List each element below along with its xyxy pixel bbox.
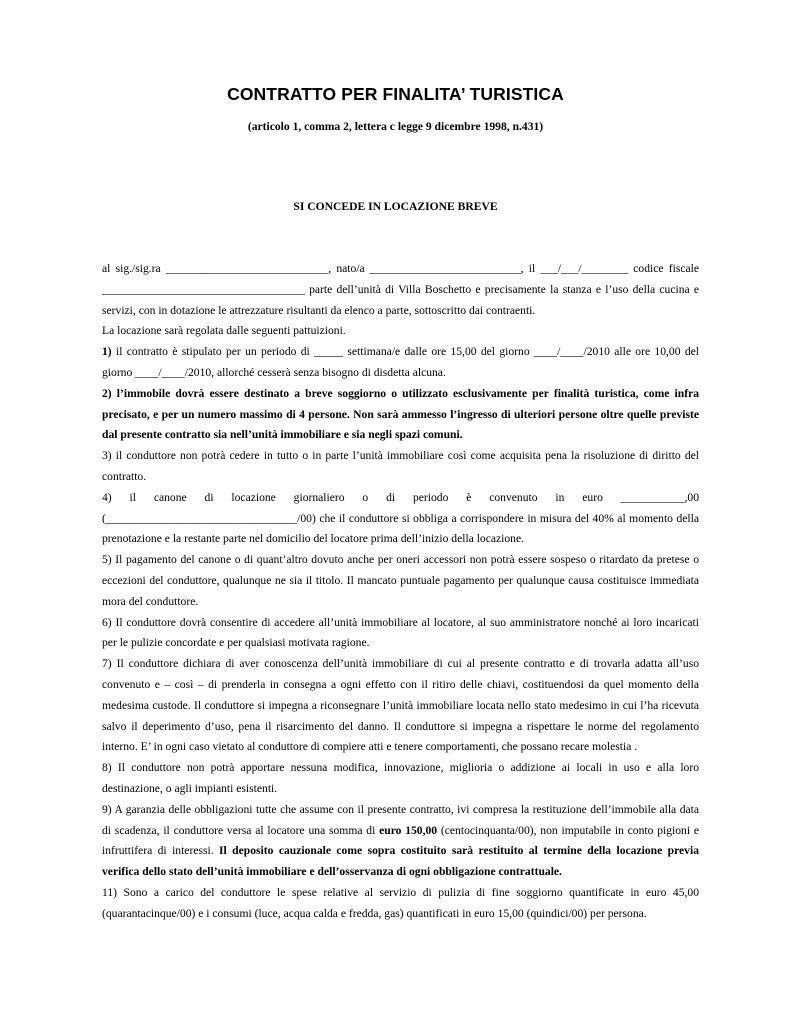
clause-9-text-b: (centocinquanta/00), non imputabile in conto pigioni e infruttifera di interessi. — [102, 823, 700, 858]
clause-2: 2) l’immobile dovrà essere destinato a breve soggiorno o utilizzato esclusivamente per finalità turistica, come infra precisato, e per un numero massimo di 4 persone. Non sarà ammesso l’ingresso di ulteriori persone oltre quelle previste dal presente contratto sia nell’unità immobiliare e sia negli spazi comuni. — [102, 386, 699, 442]
clause-1-number: 1) — [102, 345, 112, 359]
clause-6: 6) Il conduttore dovrà consentire di accedere all’unità immobiliare al locatore, al suo amministratore nonché ai loro incaricati per le pulizie concordate e per qualsiasi motivata ragione. — [102, 615, 699, 650]
document-title: CONTRATTO PER FINALITA’ TURISTICA — [227, 84, 564, 104]
clause-4: 4) il canone di locazione giornaliero o di periodo è convenuto in euro ___________,00 (_________________________________/00) che il conduttore si obbliga a corrispondere in misura del 40% al momento della prenotazione e la restante parte nel domicilio del locatore prima dell’inizio della locazione. — [102, 490, 699, 546]
clause-9-amount: euro 150,00 — [379, 823, 438, 837]
regulation-line: La locazione sarà regolata dalle seguenti pattuizioni. — [102, 324, 346, 338]
clause-3: 3) il conduttore non potrà cedere in tutto o in parte l’unità immobiliare così come acquisita pena la risoluzione di diritto del contratto. — [102, 449, 699, 483]
section-heading: SI CONCEDE IN LOCAZIONE BREVE — [293, 200, 498, 213]
clause-9-text-a: 9) A garanzia delle obbligazioni tutte che assume con il presente contratto, ivi compresa la restituzione dell’immobile alla data di scadenza, il conduttore versa al locatore una somma di — [102, 802, 699, 837]
clause-1 — [102, 342, 699, 384]
contract-body — [102, 259, 699, 925]
clause-7: 7) Il conduttore dichiara di aver conoscenza dell’unità immobiliare di cui al presente contratto e di trovarla adatta all’uso convenuto e – così – di prenderla in consegna a ogni effetto con il ritiro delle chiavi, costituendosi da quel momento della medesima custode. Il conduttore si impegna a riconsegnare l’unità immobiliare locata nello stato medesimo in cui l’ha ricevuta salvo il deperimento d’uso, pena il risarcimento del danno. Il conduttore si impegna a rispettare le norme del regolamento interno. E’ in ogni caso vietato al conduttore di compiere atti e tenere comportamenti, che possano recare molestia . — [102, 657, 699, 754]
clause-11: 11) Sono a carico del conduttore le spese relative al servizio di pulizia di fine soggiorno quantificate in euro 45,00 (quarantacinque/00) e i consumi (luce, acqua calda e fredda, gas) quantificati in euro 15,00 (quindici/00) per persona. — [102, 885, 699, 920]
document-subtitle: (articolo 1, comma 2, lettera c legge 9 dicembre 1998, n.431) — [247, 120, 544, 133]
clause-1-text: il contratto è stipulato per un periodo di _____ settimana/e dalle ore 15,00 del giorno ____/____/2010 alle ore 10,00 del giorno ____/____/2010, allorché cesserà senza bisogno di disdetta alcuna. — [102, 345, 699, 379]
intro-paragraph: al sig./sig.ra ____________________________, nato/a __________________________, il ___/___/________ codice fiscale ___________________________________ parte dell’unità di Villa Boschetto e precisamente la stanza e l’uso della cucina e servizi, con in dotazione le attrezzature risultanti da elenco a parte, sottoscritto dai contraenti. — [102, 262, 699, 317]
clause-8: 8) Il conduttore non potrà apportare nessuna modifica, innovazione, miglioria o addizione ai locali in uso e alla loro destinazione, o agli impianti esistenti. — [102, 761, 699, 795]
clause-9 — [102, 800, 699, 883]
clause-9-deposit-note: Il deposito cauzionale come sopra costituito sarà restituito al termine della locazione previa verifica dello stato dell’unità immobiliare e dell’osservanza di ogni obbligazione contrattuale. — [102, 844, 700, 879]
clause-5: 5) Il pagamento del canone o di quant’altro dovuto anche per oneri accessori non potrà essere sospeso o ritardato da pretese o eccezioni del conduttore, qualunque ne sia il titolo. Il mancato puntuale pagamento per qualunque causa costituisce immediata mora del conduttore. — [102, 553, 699, 608]
